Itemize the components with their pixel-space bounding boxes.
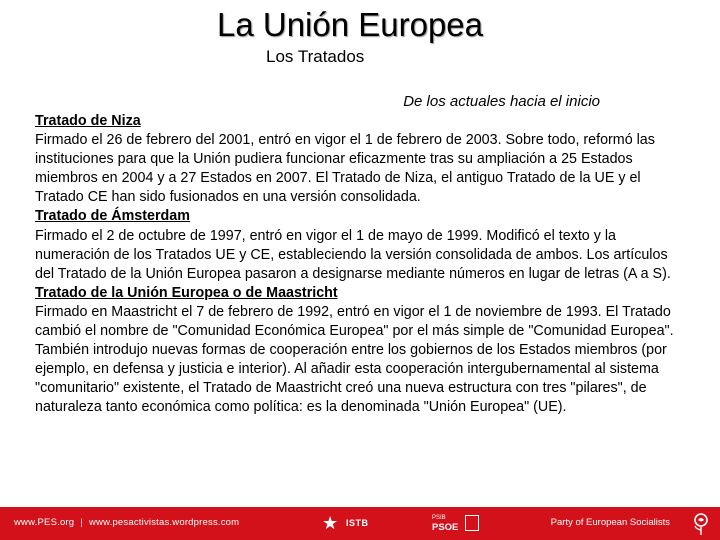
treaty-heading: Tratado de Ámsterdam <box>35 208 190 225</box>
psoe-label: PSOE <box>432 522 459 533</box>
istb-logo: ISTB <box>346 518 369 528</box>
slide-title: La Unión Europea <box>216 6 484 43</box>
footer-links <box>14 517 239 528</box>
treaty-section-maastricht <box>35 284 685 418</box>
treaty-heading: Tratado de Niza <box>35 113 141 129</box>
psoe-logo <box>432 514 458 532</box>
footer-link-blog[interactable]: www.pesactivistas.wordpress.com <box>88 517 240 528</box>
star-logo-icon: ★ <box>322 513 339 533</box>
treaty-section-nice <box>35 112 685 207</box>
rose-logo-icon <box>690 512 712 536</box>
footer-separator: | <box>80 517 83 528</box>
footer-link-pes[interactable]: www.PES.org <box>14 517 75 528</box>
treaty-heading: Tratado de la Unión Europea o de Maastricht <box>35 284 338 301</box>
psoe-fist-rose-icon <box>465 515 479 531</box>
footer-party-name: Party of European Socialists <box>550 517 670 528</box>
treaty-section-amsterdam <box>35 207 685 283</box>
psib-label: PSIB <box>432 515 446 521</box>
footer-bar <box>0 507 720 540</box>
treaty-text: Firmado el 2 de octubre de 1997, entró en vigor el 1 de mayo de 1999. Modificó el texto y la numeración de los Tratados UE y CE, estableciendo la versión consolidada de ambos. Los artículos del Tratado de la Unión Europea pasaron a designarse mediante números en lugar de letras (A a S). <box>35 227 671 282</box>
treaties-body <box>35 112 685 418</box>
treaty-text: Firmado en Maastricht el 7 de febrero de 1992, entró en vigor el 1 de noviembre de 1993. El Tratado cambió el nombre de "Comunidad Económica Europea" por el más simple de "Comunidad Europea". También introdujo nuevas formas de cooperación entre los gobiernos de los Estados miembros (por ejemplo, en defensa y justicia e interior). Al añadir esta cooperación intergubernamental al sistema "comunitario" existente, el Tratado de Maastricht creó una nueva estructura con tres "pilares", de naturaleza tanto económica como política: es la denominada "Unión Europea" (UE). <box>35 303 674 416</box>
slide-subtitle: Los Tratados <box>266 47 365 66</box>
treaty-text: Firmado el 26 de febrero del 2001, entró en vigor el 1 de febrero de 2003. Sobre todo, reformó las instituciones para que la Unión pudiera funcionar eficazmente tras su ampliación a 25 Estados miembros en 2004 y a 27 Estados en 2007. El Tratado de Niza, el antiguo Tratado de la UE y el Tratado CE han sido fusionados en una versión consolidada. <box>35 132 655 206</box>
slide-tagline: De los actuales hacia el inicio <box>403 93 600 110</box>
